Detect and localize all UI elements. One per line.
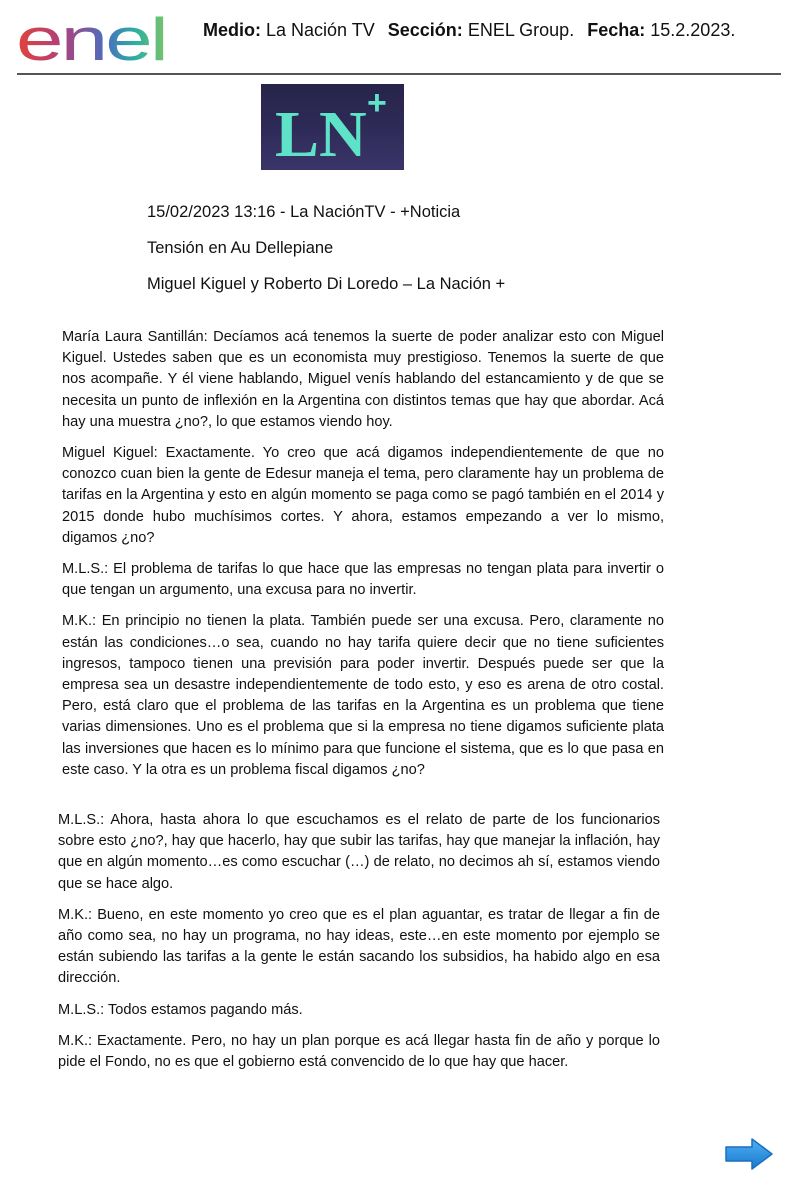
seccion-value: ENEL Group. <box>467 20 575 40</box>
transcript-block-1 <box>62 327 664 791</box>
transcript-paragraph: M.K.: Exactamente. Pero, no hay un plan porque es acá llegar hasta fin de año y porque lo pide el Fondo, no es que el gobierno está convencido de lo que hay que hacer. <box>58 1032 660 1071</box>
article-authors: Miguel Kiguel y Roberto Di Loredo – La Nación + <box>147 275 506 293</box>
right-arrow-icon[interactable] <box>724 1137 774 1171</box>
ln-logo-letters: LN <box>275 98 367 170</box>
transcript-paragraph: Miguel Kiguel: Exactamente. Yo creo que acá digamos independientemente de que no conozco cuan bien la gente de Edesur maneja el tema, pero claramente hay un problema de tarifas en la Argentina y esto en algún momento se paga como se pagó también en el 2014 y 2015 donde hubo muchísimos cortes. Y ahora, estamos empezando a ver lo mismo, digamos ¿no? <box>62 445 664 546</box>
medio-value: La Nación TV <box>266 20 375 40</box>
document-header <box>0 0 800 76</box>
article-title: Tensión en Au Dellepiane <box>147 239 334 257</box>
transcript-block-2 <box>58 810 660 1083</box>
transcript-paragraph: María Laura Santillán: Decíamos acá tenemos la suerte de poder analizar esto con Miguel Kiguel. Ustedes saben que es un economista muy prestigioso. Tenemos la suerte de que nos acompañe. Y él viene hablando, Miguel venís hablando del estancamiento y de que se necesita un punto de inflexión en la Argentina con distintos temas que hay que abordar. Acá hay una muestra ¿no?, lo que estamos viendo hoy. <box>62 329 664 430</box>
la-nacion-plus-logo <box>261 84 404 170</box>
document-meta <box>203 20 735 41</box>
header-divider <box>17 73 781 75</box>
transcript-paragraph: M.K.: Bueno, en este momento yo creo que es el plan aguantar, es tratar de llegar a fin de año como sea, no hay un programa, no hay ideas, este…en este momento por ejemplo se están subiendo las tarifas a la gente le están sacando los subsidios, ha habido algo en esa dirección. <box>58 906 660 987</box>
article-heading <box>147 200 505 308</box>
article-dateline: 15/02/2023 13:16 - La NaciónTV - +Noticia <box>147 203 461 221</box>
transcript-paragraph: M.L.S.: Todos estamos pagando más. <box>58 1001 303 1018</box>
transcript-paragraph: M.L.S.: Ahora, hasta ahora lo que escuchamos es el relato de parte de los funcionarios sobre esto ¿no?, hay que hacerlo, hay que subir las tarifas, hay que manejar la inflación, hay que en algún momento…es como escuchar (…) de relato, no decimos ah sí, estamos viendo que se hace algo. <box>58 812 660 892</box>
seccion-label: Sección: <box>387 20 463 40</box>
ln-logo-plus: + <box>367 84 387 122</box>
fecha-label: Fecha: <box>587 20 646 40</box>
transcript-paragraph: M.L.S.: El problema de tarifas lo que hace que las empresas no tengan plata para invertir o que tengan un argumento, una excusa para no invertir. <box>62 561 664 599</box>
fecha-value: 15.2.2023. <box>650 20 736 40</box>
enel-logo <box>16 14 168 66</box>
transcript-paragraph: M.K.: En principio no tienen la plata. También puede ser una excusa. Pero, claramente no están las condiciones…o sea, cuando no hay tarifa quiere decir que no tiene suficientes ingresos, tampoco tienen una previsión para poder invertir. Después puede ser que la empresa sea un desastre independientemente de todo esto, y eso es arena de otro costal. Pero, está claro que el problema de las tarifas en la Argentina es un problema que tiene varias dimensiones. Uno es el problema que si la empresa no tiene digamos suficiente plata las inversiones que hacen es lo mínimo para que funcione el sistema, que es lo que pasa en este caso. Y la otra es un problema fiscal digamos ¿no? <box>62 613 664 778</box>
enel-logo-text: enel <box>16 14 166 66</box>
medio-label: Medio: <box>203 20 261 40</box>
